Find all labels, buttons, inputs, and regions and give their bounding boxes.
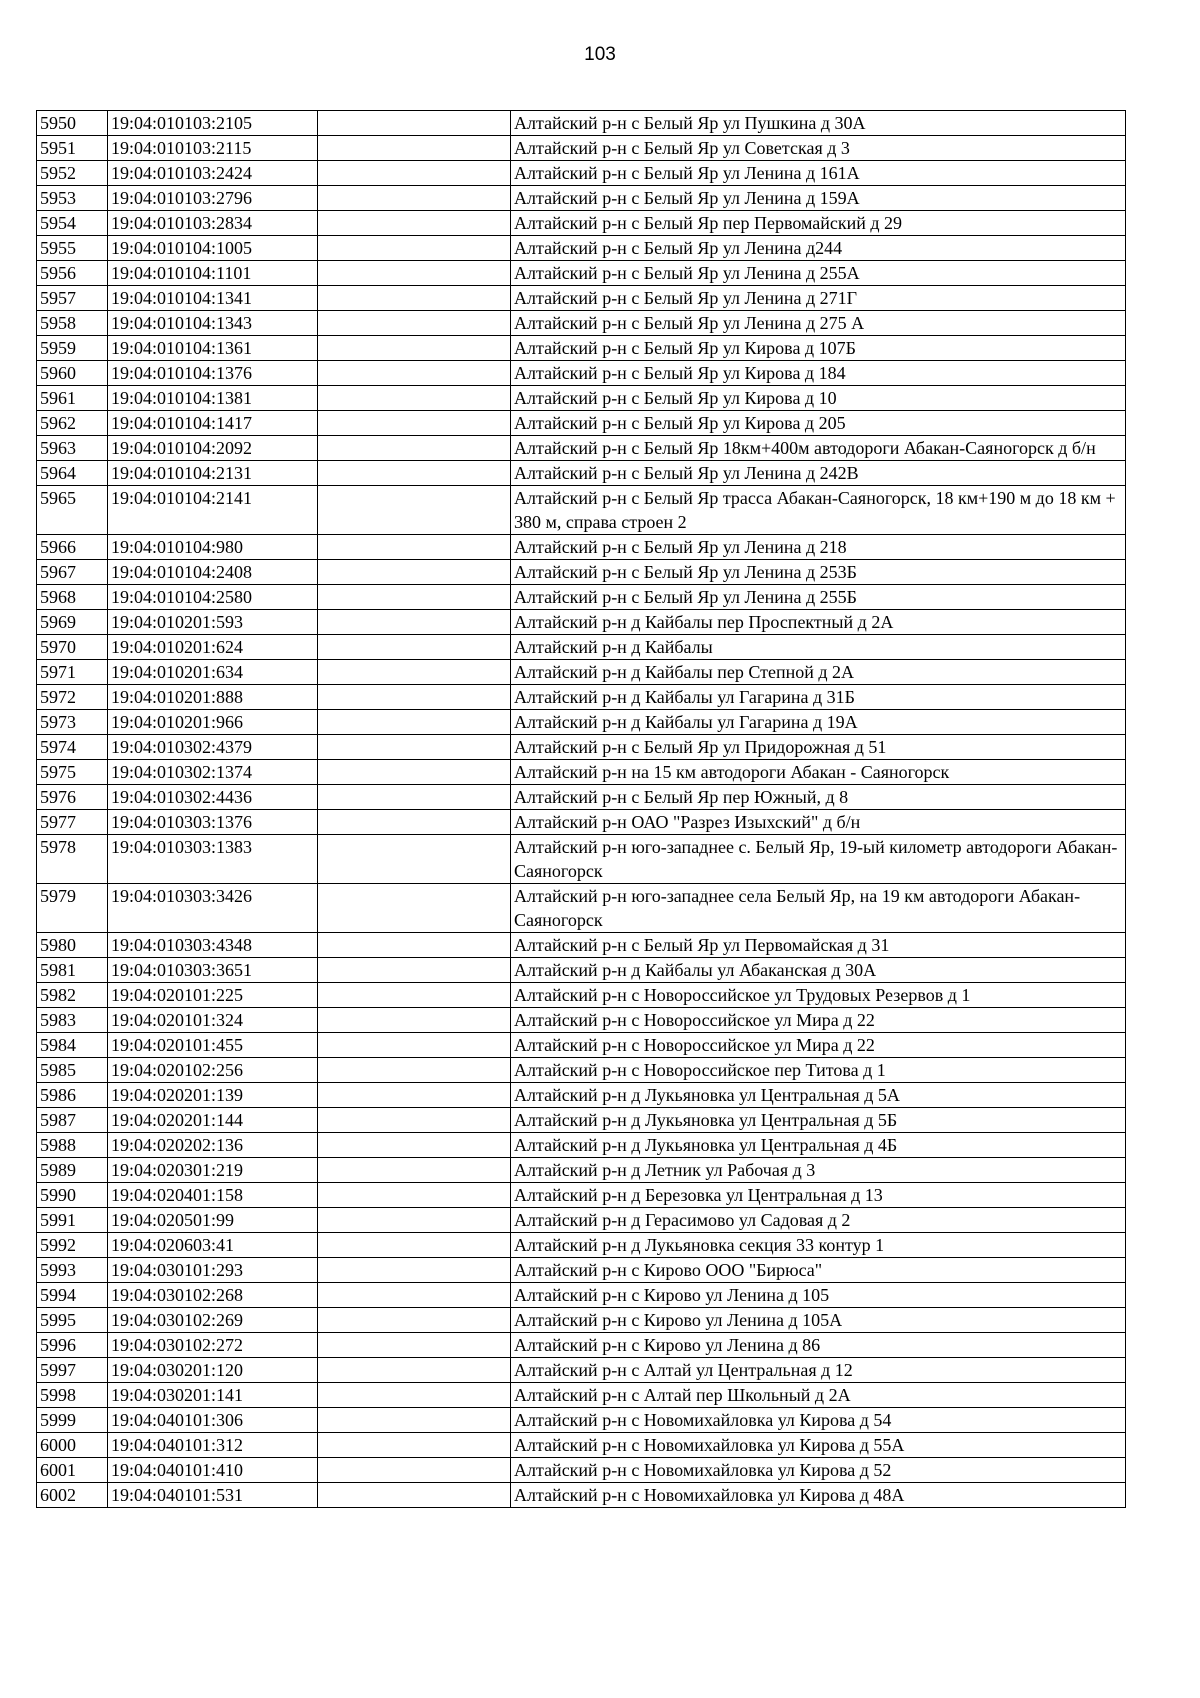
empty-cell	[318, 1058, 511, 1083]
table-row	[37, 933, 1126, 958]
cadastral-number-cell: 19:04:010104:2580	[108, 585, 318, 610]
empty-cell	[318, 1233, 511, 1258]
address-cell: Алтайский р-н с Новомихайловка ул Кирова д 55А	[511, 1433, 1126, 1458]
cadastral-number-cell: 19:04:010104:2092	[108, 436, 318, 461]
empty-cell	[318, 111, 511, 136]
table-row	[37, 1433, 1126, 1458]
empty-cell	[318, 585, 511, 610]
table-row	[37, 1333, 1126, 1358]
cadastral-number-cell: 19:04:010104:1376	[108, 361, 318, 386]
address-cell: Алтайский р-н с Белый Яр ул Ленина д 275 А	[511, 311, 1126, 336]
empty-cell	[318, 560, 511, 585]
empty-cell	[318, 211, 511, 236]
table-row	[37, 735, 1126, 760]
empty-cell	[318, 1383, 511, 1408]
address-cell: Алтайский р-н с Новомихайловка ул Кирова д 52	[511, 1458, 1126, 1483]
empty-cell	[318, 161, 511, 186]
table-row	[37, 1183, 1126, 1208]
address-cell: Алтайский р-н с Белый Яр ул Кирова д 107Б	[511, 336, 1126, 361]
table-row	[37, 161, 1126, 186]
table-row	[37, 186, 1126, 211]
cadastral-number-cell: 19:04:010201:593	[108, 610, 318, 635]
cadastral-number-cell: 19:04:030201:120	[108, 1358, 318, 1383]
cadastral-number-cell: 19:04:010104:1417	[108, 411, 318, 436]
row-number-cell: 5981	[37, 958, 108, 983]
row-number-cell: 5961	[37, 386, 108, 411]
empty-cell	[318, 261, 511, 286]
address-cell: Алтайский р-н с Белый Яр ул Кирова д 10	[511, 386, 1126, 411]
address-cell: Алтайский р-н д Кайбалы пер Степной д 2А	[511, 660, 1126, 685]
empty-cell	[318, 660, 511, 685]
address-cell: Алтайский р-н д Кайбалы ул Гагарина д 19А	[511, 710, 1126, 735]
cadastral-number-cell: 19:04:010103:2834	[108, 211, 318, 236]
address-cell: Алтайский р-н с Белый Яр пер Первомайский д 29	[511, 211, 1126, 236]
row-number-cell: 5958	[37, 311, 108, 336]
row-number-cell: 5979	[37, 884, 108, 933]
row-number-cell: 5957	[37, 286, 108, 311]
address-cell: Алтайский р-н с Белый Яр ул Ленина д 255А	[511, 261, 1126, 286]
address-cell: Алтайский р-н д Летник ул Рабочая д 3	[511, 1158, 1126, 1183]
row-number-cell: 5995	[37, 1308, 108, 1333]
address-cell: Алтайский р-н с Белый Яр ул Ленина д 242В	[511, 461, 1126, 486]
table-row	[37, 1408, 1126, 1433]
empty-cell	[318, 1183, 511, 1208]
cadastral-number-cell: 19:04:040101:531	[108, 1483, 318, 1508]
empty-cell	[318, 336, 511, 361]
table-row	[37, 361, 1126, 386]
row-number-cell: 5960	[37, 361, 108, 386]
table-row	[37, 1458, 1126, 1483]
row-number-cell: 5993	[37, 1258, 108, 1283]
empty-cell	[318, 286, 511, 311]
address-cell: Алтайский р-н с Белый Яр ул Ленина д 253Б	[511, 560, 1126, 585]
row-number-cell: 5968	[37, 585, 108, 610]
empty-cell	[318, 411, 511, 436]
row-number-cell: 5998	[37, 1383, 108, 1408]
empty-cell	[318, 1033, 511, 1058]
empty-cell	[318, 933, 511, 958]
row-number-cell: 5965	[37, 486, 108, 535]
address-cell: Алтайский р-н д Лукьяновка ул Центральная д 5А	[511, 1083, 1126, 1108]
empty-cell	[318, 610, 511, 635]
table-row	[37, 983, 1126, 1008]
address-cell: Алтайский р-н с Белый Яр ул Пушкина д 30А	[511, 111, 1126, 136]
empty-cell	[318, 186, 511, 211]
row-number-cell: 5953	[37, 186, 108, 211]
row-number-cell: 5956	[37, 261, 108, 286]
cadastral-number-cell: 19:04:010302:4436	[108, 785, 318, 810]
row-number-cell: 5994	[37, 1283, 108, 1308]
row-number-cell: 5954	[37, 211, 108, 236]
cadastral-number-cell: 19:04:040101:306	[108, 1408, 318, 1433]
cadastral-number-cell: 19:04:010104:1343	[108, 311, 318, 336]
address-cell: Алтайский р-н с Белый Яр ул Кирова д 184	[511, 361, 1126, 386]
row-number-cell: 5990	[37, 1183, 108, 1208]
address-cell: Алтайский р-н д Лукьяновка секция 33 контур 1	[511, 1233, 1126, 1258]
empty-cell	[318, 1258, 511, 1283]
address-cell: Алтайский р-н с Алтай пер Школьный д 2А	[511, 1383, 1126, 1408]
empty-cell	[318, 735, 511, 760]
empty-cell	[318, 386, 511, 411]
empty-cell	[318, 1308, 511, 1333]
cadastral-number-cell: 19:04:020101:455	[108, 1033, 318, 1058]
table-row	[37, 461, 1126, 486]
row-number-cell: 5988	[37, 1133, 108, 1158]
table-row	[37, 1383, 1126, 1408]
table-row	[37, 835, 1126, 884]
cadastral-number-cell: 19:04:020401:158	[108, 1183, 318, 1208]
empty-cell	[318, 1333, 511, 1358]
table-row	[37, 635, 1126, 660]
empty-cell	[318, 236, 511, 261]
empty-cell	[318, 958, 511, 983]
cadastral-number-cell: 19:04:020603:41	[108, 1233, 318, 1258]
cadastral-number-cell: 19:04:020201:144	[108, 1108, 318, 1133]
address-cell: Алтайский р-н д Герасимово ул Садовая д 2	[511, 1208, 1126, 1233]
row-number-cell: 6001	[37, 1458, 108, 1483]
cadastral-number-cell: 19:04:010303:3426	[108, 884, 318, 933]
table-body	[37, 111, 1126, 1508]
table-row	[37, 1033, 1126, 1058]
empty-cell	[318, 1358, 511, 1383]
cadastral-number-cell: 19:04:010303:1376	[108, 810, 318, 835]
cadastral-number-cell: 19:04:010201:624	[108, 635, 318, 660]
cadastral-number-cell: 19:04:040101:312	[108, 1433, 318, 1458]
table-row	[37, 1133, 1126, 1158]
empty-cell	[318, 810, 511, 835]
empty-cell	[318, 1483, 511, 1508]
address-cell: Алтайский р-н с Белый Яр ул Ленина д 271Г	[511, 286, 1126, 311]
table-row	[37, 311, 1126, 336]
table-row	[37, 436, 1126, 461]
table-row	[37, 685, 1126, 710]
empty-cell	[318, 1208, 511, 1233]
page-number: 103	[584, 44, 616, 65]
address-cell: Алтайский р-н д Кайбалы ул Абаканская д 30А	[511, 958, 1126, 983]
address-cell: Алтайский р-н с Белый Яр ул Первомайская д 31	[511, 933, 1126, 958]
cadastral-number-cell: 19:04:010303:1383	[108, 835, 318, 884]
cadastral-number-cell: 19:04:010201:888	[108, 685, 318, 710]
table-row	[37, 236, 1126, 261]
row-number-cell: 5999	[37, 1408, 108, 1433]
address-cell: Алтайский р-н с Новороссийское ул Мира д 22	[511, 1033, 1126, 1058]
address-cell: Алтайский р-н д Кайбалы	[511, 635, 1126, 660]
address-cell: Алтайский р-н д Лукьяновка ул Центральная д 5Б	[511, 1108, 1126, 1133]
cadastral-number-cell: 19:04:020201:139	[108, 1083, 318, 1108]
address-cell: Алтайский р-н с Кирово ООО "Бирюса"	[511, 1258, 1126, 1283]
row-number-cell: 5974	[37, 735, 108, 760]
table-row	[37, 411, 1126, 436]
row-number-cell: 5996	[37, 1333, 108, 1358]
address-cell: Алтайский р-н с Новороссийское ул Трудовых Резервов д 1	[511, 983, 1126, 1008]
cadastral-number-cell: 19:04:030201:141	[108, 1383, 318, 1408]
empty-cell	[318, 760, 511, 785]
empty-cell	[318, 1133, 511, 1158]
table-row	[37, 1258, 1126, 1283]
table-row	[37, 1233, 1126, 1258]
row-number-cell: 5975	[37, 760, 108, 785]
row-number-cell: 5980	[37, 933, 108, 958]
empty-cell	[318, 436, 511, 461]
table-row	[37, 1158, 1126, 1183]
table-row	[37, 211, 1126, 236]
table-row	[37, 1308, 1126, 1333]
address-cell: Алтайский р-н с Новороссийское пер Титова д 1	[511, 1058, 1126, 1083]
row-number-cell: 5992	[37, 1233, 108, 1258]
cadastral-number-cell: 19:04:010303:3651	[108, 958, 318, 983]
table-row	[37, 1058, 1126, 1083]
row-number-cell: 5986	[37, 1083, 108, 1108]
address-cell: Алтайский р-н с Белый Яр ул Ленина д 161А	[511, 161, 1126, 186]
empty-cell	[318, 486, 511, 535]
cadastral-number-cell: 19:04:030101:293	[108, 1258, 318, 1283]
row-number-cell: 5951	[37, 136, 108, 161]
empty-cell	[318, 1458, 511, 1483]
empty-cell	[318, 983, 511, 1008]
address-cell: Алтайский р-н юго-западнее села Белый Яр, на 19 км автодороги Абакан-Саяногорск	[511, 884, 1126, 933]
address-cell: Алтайский р-н с Алтай ул Центральная д 12	[511, 1358, 1126, 1383]
address-cell: Алтайский р-н с Новомихайловка ул Кирова д 48А	[511, 1483, 1126, 1508]
address-cell: Алтайский р-н с Белый Яр трасса Абакан-Саяногорск, 18 км+190 м до 18 км + 380 м, справа строен 2	[511, 486, 1126, 535]
table-row	[37, 1083, 1126, 1108]
empty-cell	[318, 1108, 511, 1133]
row-number-cell: 5962	[37, 411, 108, 436]
cadastral-number-cell: 19:04:010103:2796	[108, 186, 318, 211]
address-cell: Алтайский р-н с Кирово ул Ленина д 105А	[511, 1308, 1126, 1333]
row-number-cell: 5966	[37, 535, 108, 560]
empty-cell	[318, 361, 511, 386]
row-number-cell: 5978	[37, 835, 108, 884]
cadastral-number-cell: 19:04:020101:324	[108, 1008, 318, 1033]
table-row	[37, 585, 1126, 610]
cadastral-number-cell: 19:04:010103:2105	[108, 111, 318, 136]
cadastral-number-cell: 19:04:010104:2141	[108, 486, 318, 535]
address-cell: Алтайский р-н с Белый Яр пер Южный, д 8	[511, 785, 1126, 810]
empty-cell	[318, 1083, 511, 1108]
row-number-cell: 5972	[37, 685, 108, 710]
empty-cell	[318, 1008, 511, 1033]
cadastral-number-cell: 19:04:010104:1361	[108, 336, 318, 361]
address-cell: Алтайский р-н д Березовка ул Центральная д 13	[511, 1183, 1126, 1208]
table-row	[37, 1283, 1126, 1308]
cadastral-number-cell: 19:04:010104:980	[108, 535, 318, 560]
row-number-cell: 5984	[37, 1033, 108, 1058]
table-row	[37, 710, 1126, 735]
table-row	[37, 958, 1126, 983]
table-row	[37, 1483, 1126, 1508]
empty-cell	[318, 710, 511, 735]
address-cell: Алтайский р-н с Белый Яр ул Ленина д 218	[511, 535, 1126, 560]
cadastral-number-cell: 19:04:010201:634	[108, 660, 318, 685]
table-row	[37, 261, 1126, 286]
row-number-cell: 5971	[37, 660, 108, 685]
row-number-cell: 5982	[37, 983, 108, 1008]
row-number-cell: 5963	[37, 436, 108, 461]
address-cell: Алтайский р-н с Новомихайловка ул Кирова д 54	[511, 1408, 1126, 1433]
table-row	[37, 560, 1126, 585]
row-number-cell: 5987	[37, 1108, 108, 1133]
cadastral-number-cell: 19:04:010302:4379	[108, 735, 318, 760]
row-number-cell: 5983	[37, 1008, 108, 1033]
cadastral-number-cell: 19:04:020202:136	[108, 1133, 318, 1158]
row-number-cell: 5952	[37, 161, 108, 186]
table-row	[37, 486, 1126, 535]
table-row	[37, 1108, 1126, 1133]
cadastral-number-cell: 19:04:010104:1381	[108, 386, 318, 411]
row-number-cell: 5967	[37, 560, 108, 585]
cadastral-number-cell: 19:04:010201:966	[108, 710, 318, 735]
empty-cell	[318, 1283, 511, 1308]
address-cell: Алтайский р-н с Белый Яр ул Ленина д 159А	[511, 186, 1126, 211]
empty-cell	[318, 535, 511, 560]
cadastral-number-cell: 19:04:020501:99	[108, 1208, 318, 1233]
address-cell: Алтайский р-н с Белый Яр ул Советская д 3	[511, 136, 1126, 161]
row-number-cell: 6002	[37, 1483, 108, 1508]
address-cell: Алтайский р-н с Кирово ул Ленина д 86	[511, 1333, 1126, 1358]
row-number-cell: 5955	[37, 236, 108, 261]
row-number-cell: 5959	[37, 336, 108, 361]
cadastral-number-cell: 19:04:010103:2424	[108, 161, 318, 186]
table-row	[37, 1008, 1126, 1033]
address-cell: Алтайский р-н д Лукьяновка ул Центральная д 4Б	[511, 1133, 1126, 1158]
row-number-cell: 5989	[37, 1158, 108, 1183]
registry-table	[36, 110, 1126, 1508]
empty-cell	[318, 1408, 511, 1433]
cadastral-number-cell: 19:04:010104:2408	[108, 560, 318, 585]
row-number-cell: 5969	[37, 610, 108, 635]
table-row	[37, 286, 1126, 311]
row-number-cell: 5976	[37, 785, 108, 810]
row-number-cell: 5973	[37, 710, 108, 735]
empty-cell	[318, 311, 511, 336]
cadastral-number-cell: 19:04:010302:1374	[108, 760, 318, 785]
address-cell: Алтайский р-н юго-западнее с. Белый Яр, 19-ый километр автодороги Абакан-Саяногорск	[511, 835, 1126, 884]
empty-cell	[318, 685, 511, 710]
address-cell: Алтайский р-н с Белый Яр ул Придорожная д 51	[511, 735, 1126, 760]
table-row	[37, 136, 1126, 161]
table-row	[37, 535, 1126, 560]
row-number-cell: 5997	[37, 1358, 108, 1383]
cadastral-number-cell: 19:04:030102:272	[108, 1333, 318, 1358]
empty-cell	[318, 461, 511, 486]
table-row	[37, 760, 1126, 785]
cadastral-number-cell: 19:04:010103:2115	[108, 136, 318, 161]
address-cell: Алтайский р-н на 15 км автодороги Абакан - Саяногорск	[511, 760, 1126, 785]
cadastral-number-cell: 19:04:020101:225	[108, 983, 318, 1008]
empty-cell	[318, 635, 511, 660]
address-cell: Алтайский р-н с Новороссийское ул Мира д 22	[511, 1008, 1126, 1033]
address-cell: Алтайский р-н с Белый Яр ул Кирова д 205	[511, 411, 1126, 436]
table-row	[37, 610, 1126, 635]
row-number-cell: 5970	[37, 635, 108, 660]
row-number-cell: 5991	[37, 1208, 108, 1233]
cadastral-number-cell: 19:04:010104:1341	[108, 286, 318, 311]
cadastral-number-cell: 19:04:030102:268	[108, 1283, 318, 1308]
cadastral-number-cell: 19:04:010104:1005	[108, 236, 318, 261]
row-number-cell: 5950	[37, 111, 108, 136]
row-number-cell: 5964	[37, 461, 108, 486]
empty-cell	[318, 785, 511, 810]
cadastral-number-cell: 19:04:030102:269	[108, 1308, 318, 1333]
row-number-cell: 5985	[37, 1058, 108, 1083]
address-cell: Алтайский р-н ОАО "Разрез Изыхский" д б/н	[511, 810, 1126, 835]
table-row	[37, 1208, 1126, 1233]
cadastral-number-cell: 19:04:010104:1101	[108, 261, 318, 286]
empty-cell	[318, 835, 511, 884]
empty-cell	[318, 1433, 511, 1458]
table-row	[37, 336, 1126, 361]
cadastral-number-cell: 19:04:010104:2131	[108, 461, 318, 486]
table-row	[37, 884, 1126, 933]
cadastral-number-cell: 19:04:010303:4348	[108, 933, 318, 958]
empty-cell	[318, 1158, 511, 1183]
cadastral-number-cell: 19:04:040101:410	[108, 1458, 318, 1483]
row-number-cell: 5977	[37, 810, 108, 835]
address-cell: Алтайский р-н с Кирово ул Ленина д 105	[511, 1283, 1126, 1308]
empty-cell	[318, 884, 511, 933]
table-row	[37, 785, 1126, 810]
address-cell: Алтайский р-н д Кайбалы ул Гагарина д 31Б	[511, 685, 1126, 710]
cadastral-number-cell: 19:04:020301:219	[108, 1158, 318, 1183]
address-cell: Алтайский р-н д Кайбалы пер Проспектный д 2А	[511, 610, 1126, 635]
address-cell: Алтайский р-н с Белый Яр 18км+400м автодороги Абакан-Саяногорск д б/н	[511, 436, 1126, 461]
address-cell: Алтайский р-н с Белый Яр ул Ленина д 255Б	[511, 585, 1126, 610]
empty-cell	[318, 136, 511, 161]
row-number-cell: 6000	[37, 1433, 108, 1458]
table-row	[37, 660, 1126, 685]
table-row	[37, 111, 1126, 136]
address-cell: Алтайский р-н с Белый Яр ул Ленина д244	[511, 236, 1126, 261]
table-row	[37, 1358, 1126, 1383]
table-row	[37, 386, 1126, 411]
table-row	[37, 810, 1126, 835]
cadastral-number-cell: 19:04:020102:256	[108, 1058, 318, 1083]
